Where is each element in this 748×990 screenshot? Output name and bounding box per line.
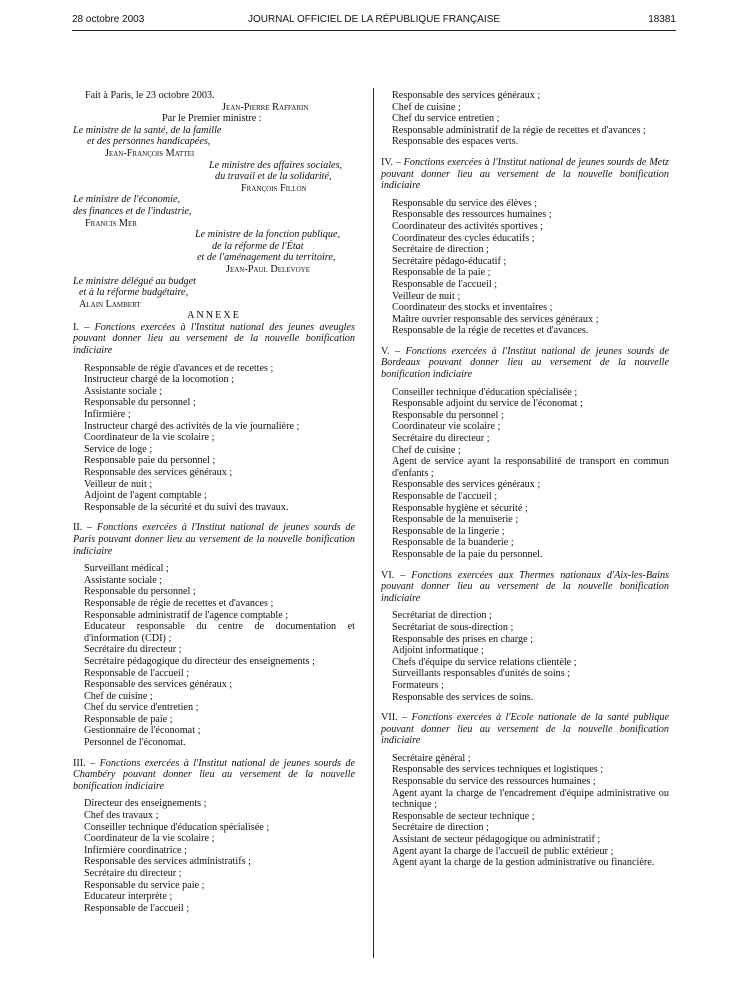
list-item: Responsable paie du personnel ;	[84, 455, 216, 467]
list-item: Agent de service ayant la responsabilité de transport en commun d'enfants ;	[392, 456, 669, 479]
sig2-title-1: Le ministre des affaires sociales,	[209, 159, 343, 171]
sig4-title-3: et de l'aménagement du territoire,	[197, 252, 336, 264]
section-1-list	[73, 363, 355, 514]
list-item: Gestionnaire de l'économat ;	[84, 725, 201, 737]
list-item: Conseiller technique d'éducation spécialisée ;	[84, 821, 270, 833]
list-item: Chef de cuisine ;	[84, 690, 153, 702]
list-item: Responsable du personnel ;	[84, 586, 196, 598]
list-item: Responsable de l'accueil ;	[392, 278, 498, 290]
list-item: Chef de cuisine ;	[392, 101, 461, 113]
journal-title: JOURNAL OFFICIEL DE LA RÉPUBLIQUE FRANÇAISE	[247, 14, 501, 25]
list-item: Responsable hygiène et sécurité ;	[392, 502, 528, 514]
list-item: Responsable des espaces verts.	[392, 136, 519, 148]
sig3-title-2: des finances et de l'industrie,	[73, 205, 192, 217]
list-item: Assistante sociale ;	[84, 574, 163, 586]
list-item: Responsable des services généraux ;	[392, 90, 541, 101]
section-6-title: Fonctions exercées aux Thermes nationaux d'Aix-les-Bains pouvant donner lieu au versement de la nouvelle bonification indiciaire	[381, 569, 670, 604]
section-7-list	[381, 753, 669, 869]
header-rule	[72, 30, 676, 31]
section-7-title: Fonctions exercées à l'Ecole nationale de la santé publique pouvant donner lieu au versement de la nouvelle bonification indiciaire	[381, 712, 669, 747]
sig3-title-1: Le ministre de l'économie,	[73, 194, 181, 206]
list-item: Surveillants responsables d'unités de soins ;	[392, 668, 571, 680]
list-item: Chefs d'équipe du service relations clientèle ;	[392, 656, 577, 668]
par-premier-ministre: Par le Premier ministre :	[162, 113, 262, 125]
page-number: 18381	[648, 14, 676, 25]
list-item: Coordinateur vie scolaire ;	[392, 421, 501, 433]
page-header	[72, 14, 676, 30]
sig2-title-2: du travail et de la solidarité,	[215, 171, 332, 183]
list-item: Responsable de la menuiserie ;	[392, 514, 519, 526]
list-item: Secrétaire de direction ;	[392, 244, 490, 256]
list-item: Instructeur chargé des activités de la vie journalière ;	[84, 420, 300, 432]
list-item: Responsable de la sécurité et du suivi des travaux.	[84, 501, 289, 513]
list-item: Coordinateur de la vie scolaire ;	[84, 833, 215, 845]
signature-block	[73, 90, 355, 310]
sig4-title-2: de la réforme de l'État	[212, 240, 304, 252]
section-4-number: IV. –	[381, 156, 401, 168]
signing-date: Fait à Paris, le 23 octobre 2003.	[85, 90, 215, 101]
list-item: Coordinateur des activités sportives ;	[392, 220, 544, 232]
section-3-title: Fonctions exercées à l'Institut national de jeunes sourds de Chambéry pouvant donner lieu au versement de la nouvelle bonification indiciaire	[73, 757, 355, 792]
list-item: Coordinateur des stocks et inventaires ;	[392, 302, 553, 314]
sig5-title-2: et à la réforme budgétaire,	[79, 287, 189, 299]
sig4-name: Jean-Paul Delevoye	[226, 263, 310, 275]
list-item: Educateur responsable du centre de documentation et d'information (CDI) ;	[84, 621, 355, 644]
list-item: Adjoint informatique ;	[392, 645, 484, 657]
list-item: Responsable de la lingerie ;	[392, 525, 505, 537]
list-item: Responsable du service des ressources humaines ;	[392, 776, 596, 788]
list-item: Secrétariat de direction ;	[392, 610, 492, 622]
section-4-list	[381, 198, 669, 337]
list-item: Adjoint de l'agent comptable ;	[84, 490, 207, 502]
list-item: Responsable des services généraux ;	[84, 679, 233, 691]
list-item: Responsable du personnel ;	[392, 409, 504, 421]
list-item: Agent ayant la charge de l'encadrement d'équipe administrative ou technique ;	[392, 787, 669, 811]
list-item: Agent ayant la charge de l'accueil de public extérieur ;	[392, 845, 614, 857]
list-item: Secrétaire général ;	[392, 752, 471, 764]
section-5-heading	[381, 346, 669, 381]
list-item: Instructeur chargé de la locomotion ;	[84, 374, 235, 386]
pm-name: Jean-Pierre Raffarin	[222, 101, 309, 113]
list-item: Responsable du service des élèves ;	[392, 197, 538, 209]
list-item: Assistante sociale ;	[84, 385, 163, 397]
list-item: Educateur interprète ;	[84, 891, 173, 903]
list-item: Responsable de la régie de recettes et d'avances.	[392, 325, 589, 337]
list-item: Responsable des services de soins.	[392, 691, 534, 703]
list-item: Responsable de la buanderie ;	[392, 537, 514, 549]
list-item: Directeur des enseignements ;	[84, 798, 207, 810]
list-item: Secrétaire du directeur ;	[84, 868, 182, 879]
list-item: Assistant de secteur pédagogique ou administratif ;	[392, 834, 601, 846]
list-item: Agent ayant la charge de la gestion administrative ou financière.	[392, 857, 655, 869]
list-item: Veilleur de nuit ;	[392, 290, 461, 302]
list-item: Coordinateur de la vie scolaire ;	[84, 432, 215, 444]
list-item: Infirmière ;	[84, 409, 131, 421]
list-item: Responsable administratif de l'agence comptable ;	[84, 609, 289, 621]
list-item: Responsable de l'accueil ;	[84, 902, 190, 914]
list-item: Responsable du personnel ;	[84, 397, 196, 409]
list-item: Responsable des prises en charge ;	[392, 633, 533, 645]
list-item: Responsable de secteur technique ;	[392, 810, 535, 822]
list-item: Responsable des services techniques et logistiques ;	[392, 764, 604, 776]
list-item: Responsable des services administratifs ;	[84, 856, 251, 868]
list-item: Secrétariat de sous-direction ;	[392, 621, 514, 633]
list-item: Service de loge ;	[84, 443, 153, 455]
list-item: Responsable des services généraux ;	[84, 467, 233, 478]
list-item: Chef du service d'entretien ;	[84, 702, 199, 714]
sig1-title-1: Le ministre de la santé, de la famille	[73, 124, 222, 136]
list-item: Responsable des ressources humaines ;	[392, 209, 552, 221]
list-item: Responsable des services généraux ;	[392, 479, 541, 491]
sig1-name: Jean-François Mattei	[105, 147, 195, 159]
sig3-name: Francis Mer	[85, 217, 137, 229]
section-2-title: Fonctions exercées à l'Institut national de jeunes sourds de Paris pouvant donner lieu au versement de la nouvelle bonification indiciaire	[73, 522, 355, 557]
sig5-title-1: Le ministre délégué au budget	[73, 275, 196, 287]
list-item: Chef des travaux ;	[84, 810, 159, 822]
section-5-number: V. –	[381, 345, 401, 357]
sig1-title-2: et des personnes handicapées,	[87, 136, 211, 148]
list-item: Formateurs ;	[392, 679, 444, 691]
list-item: Chef de cuisine ;	[392, 444, 461, 456]
section-7-heading	[381, 712, 669, 747]
section-3-list-part1	[73, 798, 355, 914]
list-item: Secrétaire de direction ;	[392, 822, 490, 834]
list-item: Responsable adjoint du service de l'économat ;	[392, 398, 583, 410]
list-item: Responsable de régie de recettes et d'avances ;	[84, 597, 274, 609]
list-item: Coordinateur des cycles éducatifs ;	[392, 232, 535, 244]
section-5-list	[381, 387, 669, 561]
section-2-number: II. –	[73, 522, 93, 534]
section-6-list	[381, 610, 669, 703]
list-item: Responsable administratif de la régie de recettes et d'avances ;	[392, 124, 646, 136]
list-item: Veilleur de nuit ;	[84, 478, 153, 490]
list-item: Secrétaire du directeur ;	[392, 433, 490, 445]
list-item: Conseiller technique d'éducation spécialisée ;	[392, 386, 578, 398]
section-2-list	[73, 563, 355, 749]
left-column	[73, 90, 355, 914]
list-item: Maître ouvrier responsable des services généraux ;	[392, 313, 599, 325]
sig5-name: Alain Lambert	[79, 298, 141, 310]
section-1-number: I. –	[73, 321, 90, 333]
section-4-heading	[381, 157, 669, 192]
list-item: Chef du service entretien ;	[392, 113, 500, 125]
section-6-number: VI. –	[381, 569, 406, 581]
list-item: Responsable de l'accueil ;	[392, 491, 498, 502]
list-item: Infirmière coordinatrice ;	[84, 844, 187, 856]
list-item: Responsable de régie d'avances et de recettes ;	[84, 362, 274, 374]
section-4-title: Fonctions exercées à l'Institut national de jeunes sourds de Metz pouvant donner lieu au versement de la nouvelle bonification indiciaire	[381, 156, 670, 192]
list-item: Secrétaire pédagogique du directeur des enseignements ;	[84, 655, 315, 667]
section-1-title: Fonctions exercées à l'Institut national des jeunes aveugles pouvant donner lieu au versement de la nouvelle bonification indiciaire	[73, 321, 355, 357]
section-2-heading	[73, 522, 355, 557]
annexe-heading: ANNEXE	[187, 310, 241, 322]
sig4-title-1: Le ministre de la fonction publique,	[195, 229, 341, 241]
header-date: 28 octobre 2003	[72, 14, 145, 25]
section-3-number: III. –	[73, 757, 96, 769]
list-item: Personnel de l'économat.	[84, 737, 186, 749]
right-column	[381, 90, 669, 869]
list-item: Secrétaire pédago-éducatif ;	[392, 255, 507, 267]
section-3-heading	[73, 758, 355, 793]
list-item: Responsable de l'accueil ;	[84, 667, 190, 679]
list-item: Responsable de paie ;	[84, 713, 173, 725]
list-item: Responsable du service paie ;	[84, 879, 205, 891]
sig2-name: François Fillon	[241, 182, 307, 194]
column-divider	[373, 88, 374, 958]
section-1-heading	[73, 322, 355, 357]
section-5-title: Fonctions exercées à l'Institut national de jeunes sourds de Bordeaux pouvant donner lieu au versement de la nouvelle bonification indiciaire	[381, 345, 669, 381]
list-item: Responsable de la paie ;	[392, 267, 491, 279]
section-6-heading	[381, 570, 669, 605]
list-item: Secrétaire du directeur ;	[84, 644, 182, 656]
list-item: Responsable de la paie du personnel.	[392, 548, 543, 560]
section-3-list-part2	[381, 90, 669, 148]
section-7-number: VII. –	[381, 712, 408, 724]
list-item: Surveillant médical ;	[84, 563, 169, 575]
